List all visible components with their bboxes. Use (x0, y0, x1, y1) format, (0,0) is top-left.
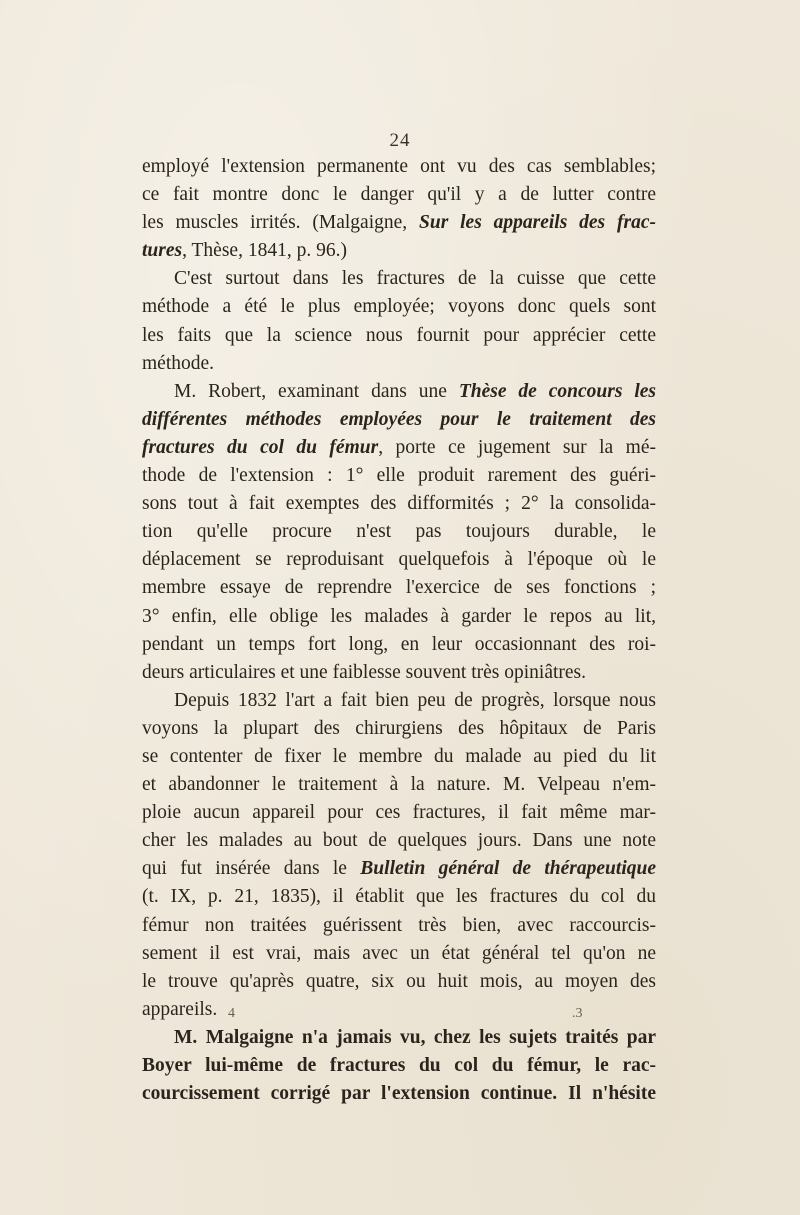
text-line (142, 1024, 656, 1052)
text-run: ploie aucun appareil pour ces fractures, il fait même mar- (142, 802, 656, 824)
text-run: fémur non traitées guérissent très bien, avec raccourcis- (142, 914, 656, 936)
text-run: et abandonner le traitement à la nature. M. Velpeau n'em- (142, 774, 656, 796)
text-line (142, 350, 656, 378)
text-run: Boyer lui-même de fractures du col du fémur, le rac- (142, 1055, 656, 1076)
text-run: , Thèse, 1841, p. 96.) (182, 240, 347, 262)
text-line (142, 265, 656, 293)
text-run: méthode. (142, 352, 215, 374)
text-line (142, 968, 656, 996)
text-line (142, 855, 656, 883)
text-run: C'est surtout dans les fractures de la cuisse que cette (174, 268, 656, 290)
text-run: (t. IX, p. 21, 1835), il établit que les fractures du col du (142, 886, 656, 908)
text-run: , porte ce jugement sur la mé- (378, 436, 656, 458)
text-line (142, 237, 656, 265)
text-line (142, 462, 656, 490)
text-line (142, 406, 656, 434)
italic-run: Bulletin général de thérapeutique (360, 858, 656, 880)
text-line (142, 631, 656, 659)
text-run: M. Malgaigne n'a jamais vu, chez les sujets traités par (174, 1026, 656, 1048)
text-line (142, 490, 656, 518)
text-run: sons tout à fait exemptes des difformités ; 2° la consolida- (142, 493, 656, 515)
text-run: courcissement corrigé par l'extension continue. Il n'hésite (142, 1083, 656, 1105)
text-line (142, 603, 656, 631)
text-run: méthode a été le plus employée; voyons donc quels sont (142, 296, 656, 318)
text-line (142, 574, 656, 602)
body-text (142, 153, 656, 1108)
text-line (142, 293, 656, 321)
italic-run: Thèse de concours les (458, 380, 656, 402)
text-run: 3° enfin, elle oblige les malades à garder le repos au lit, (142, 605, 656, 627)
text-line (142, 827, 656, 855)
text-line (142, 799, 656, 827)
text-line (142, 743, 656, 771)
text-run: voyons la plupart des chirurgiens des hôpitaux de Paris (142, 717, 656, 739)
text-line (142, 715, 656, 743)
text-run: cher les malades au bout de quelques jours. Dans une note (142, 830, 656, 852)
italic-run: différentes méthodes employées pour le traitement des (142, 408, 656, 430)
text-run: appareils. (142, 998, 218, 1020)
text-line (142, 912, 656, 940)
text-run: deurs articulaires et une faiblesse souvent très opiniâtres. (142, 661, 587, 683)
text-line (142, 883, 656, 911)
text-line (142, 181, 656, 209)
text-line (142, 659, 656, 687)
text-run: pendant un temps fort long, en leur occasionnant des roi- (142, 633, 656, 655)
text-line (142, 322, 656, 350)
text-run: les muscles irrités. (Malgaigne, (142, 212, 419, 234)
text-run: déplacement se reproduisant quelquefois à l'époque où le (142, 549, 656, 571)
text-run: membre essaye de reprendre l'exercice de ses fonctions ; (142, 577, 656, 599)
text-run: se contenter de fixer le membre du malade au pied du lit (142, 745, 656, 767)
text-run: ce fait montre donc le danger qu'il y a de lutter contre (142, 184, 656, 206)
text-line (142, 1052, 656, 1080)
text-line (142, 1080, 656, 1108)
text-line (142, 378, 656, 406)
text-run: Depuis 1832 l'art a fait bien peu de progrès, lorsque nous (174, 689, 656, 711)
text-line (142, 434, 656, 462)
text-run: sement il est vrai, mais avec un état général tel qu'on ne (142, 942, 656, 964)
text-run: les faits que la science nous fournit pour apprécier cette (142, 324, 656, 346)
text-run: qui fut insérée dans le (142, 858, 361, 880)
text-line (142, 687, 656, 715)
text-line (142, 771, 656, 799)
text-line (142, 153, 656, 181)
italic-run: Sur les appareils des frac- (419, 212, 656, 234)
text-line (142, 546, 656, 574)
text-run: M. Robert, examinant dans une (174, 380, 459, 402)
text-line (142, 209, 656, 237)
text-run: tion qu'elle procure n'est pas toujours durable, le (142, 521, 656, 543)
footer-mark-left: 4 (228, 1006, 235, 1021)
italic-run: tures (142, 240, 183, 262)
text-line (142, 518, 656, 546)
text-run: thode de l'extension : 1° elle produit rarement des guéri- (142, 465, 656, 487)
text-run: le trouve qu'après quatre, six ou huit mois, au moyen des (142, 970, 656, 992)
italic-run: fractures du col du fémur (142, 436, 379, 458)
text-run: employé l'extension permanente ont vu des cas semblables; (142, 156, 656, 177)
page-number: 24 (389, 130, 411, 151)
footer-mark-right: .3 (572, 1006, 583, 1021)
text-line (142, 940, 656, 968)
